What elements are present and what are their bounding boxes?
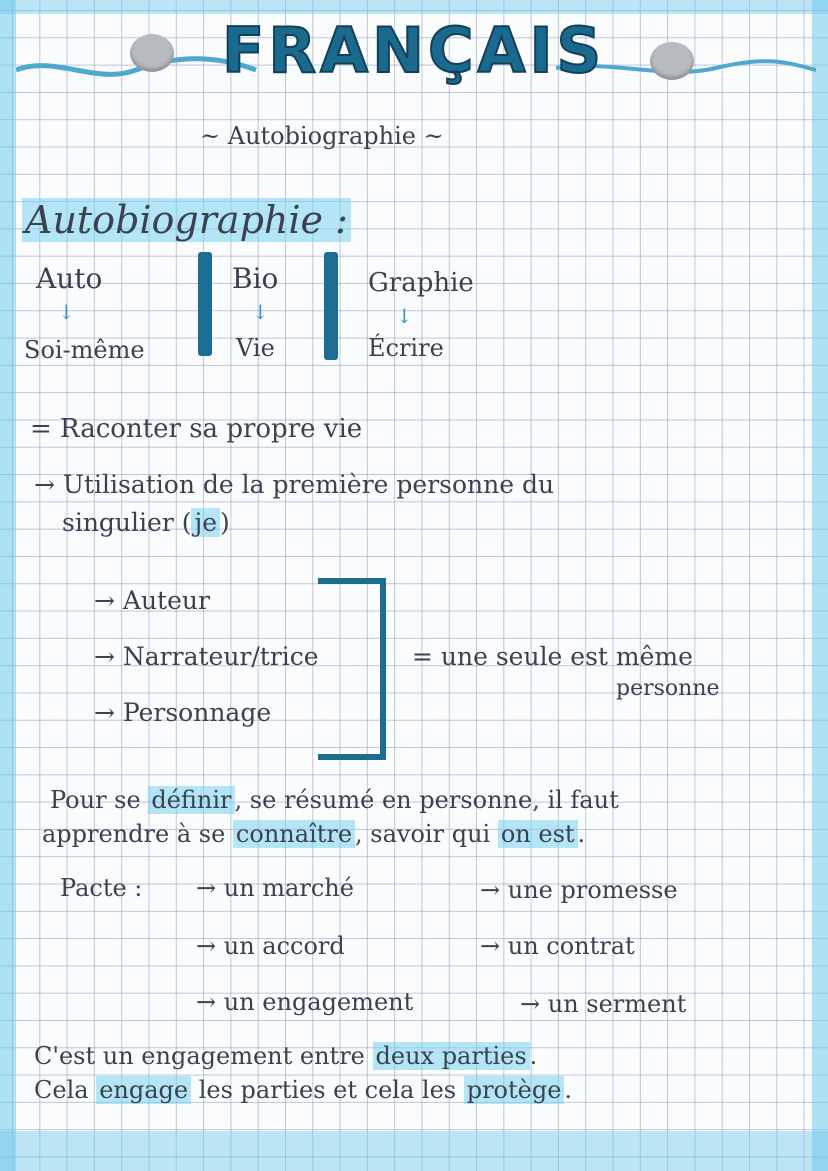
conclusion-2-highlight-1: engage [96, 1076, 191, 1104]
role-personnage: → Personnage [94, 698, 272, 727]
etymology-meaning-bio: Vie [236, 334, 275, 362]
usage-text-a: singulier ( [62, 508, 192, 537]
conclusion-1-highlight: deux parties [373, 1042, 530, 1070]
paragraph-line-2 [42, 820, 585, 848]
etymology-meaning-auto: Soi-même [24, 336, 145, 364]
para2-a: apprendre à se [42, 820, 233, 848]
page-border-top [0, 0, 828, 14]
pacte-item-accord: → un accord [196, 932, 345, 960]
roles-result-line-1: = une seule est même [412, 642, 693, 671]
conclusion-2a: Cela [34, 1076, 97, 1104]
arrow-down-icon: ↓ [58, 300, 75, 324]
usage-line-2 [62, 508, 230, 537]
para2-highlight-2: on est [498, 820, 578, 848]
definition-line: = Raconter sa propre vie [30, 414, 363, 444]
page-border-bottom [0, 1131, 828, 1171]
paragraph-line-1 [50, 786, 619, 814]
usage-line-1: → Utilisation de la première personne du [34, 470, 555, 499]
conclusion-line-1 [34, 1042, 537, 1070]
conclusion-2-highlight-2: protège [464, 1076, 565, 1104]
role-auteur: → Auteur [94, 586, 210, 615]
para2-b: , savoir qui [355, 820, 498, 848]
separator-bar-1 [198, 252, 212, 356]
para2-highlight-1: connaître [233, 820, 355, 848]
etymology-part-bio: Bio [232, 262, 279, 295]
binder-hole-right [650, 42, 694, 80]
page-border-left [0, 0, 16, 1171]
conclusion-1a: C'est un engagement entre [34, 1042, 373, 1070]
etymology-meaning-graphie: Écrire [368, 334, 444, 362]
subtitle: ~ Autobiographie ~ [200, 122, 444, 150]
pacte-label: Pacte : [60, 874, 143, 902]
page-border-right [812, 0, 828, 1171]
conclusion-2c: . [564, 1076, 573, 1104]
arrow-down-icon: ↓ [396, 304, 413, 328]
para1-a: Pour se [50, 786, 149, 814]
pacte-item-contrat: → un contrat [480, 932, 635, 960]
separator-bar-2 [324, 252, 338, 360]
pacte-item-serment: → un serment [520, 990, 687, 1018]
conclusion-2b: les parties et cela les [191, 1076, 464, 1104]
para1-highlight: définir [148, 786, 234, 814]
conclusion-1b: . [529, 1042, 538, 1070]
role-narrateur: → Narrateur/trice [94, 642, 319, 671]
arrow-down-icon: ↓ [252, 300, 269, 324]
section-heading-text: Autobiographie : [22, 198, 351, 242]
usage-je-highlight: je [191, 508, 220, 537]
etymology-part-graphie: Graphie [368, 268, 474, 298]
pacte-item-marche: → un marché [196, 874, 354, 902]
pacte-item-promesse: → une promesse [480, 876, 678, 904]
roles-bracket [318, 578, 386, 760]
usage-text-b: ) [220, 508, 230, 537]
para1-b: , se résumé en personne, il faut [234, 786, 619, 814]
page-title: FRANÇAIS [222, 14, 606, 87]
etymology-part-auto: Auto [36, 262, 103, 295]
para2-c: . [577, 820, 586, 848]
binder-hole-left [130, 34, 174, 72]
pacte-item-engagement: → un engagement [196, 988, 414, 1016]
section-heading [22, 198, 351, 242]
conclusion-line-2 [34, 1076, 572, 1104]
roles-result-line-2: personne [616, 676, 720, 701]
